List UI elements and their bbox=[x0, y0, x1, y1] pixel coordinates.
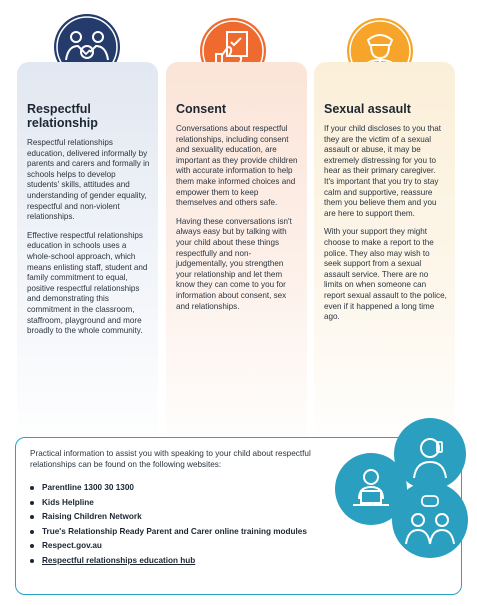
list-item: Raising Children Network bbox=[30, 510, 307, 525]
list-item: Respect.gov.au bbox=[30, 539, 307, 554]
respectful-relationship-column bbox=[17, 62, 158, 454]
column-title: Sexual assault bbox=[324, 102, 411, 116]
column-paragraph: Having these conversations isn't always easy but by talking with your child about these things respectfully and non-judgementally, you strengthen your relationship and let them know they can come to you for information about consent, sex and relationships. bbox=[176, 216, 292, 311]
column-title: Respectful relationship bbox=[27, 102, 98, 130]
list-item: Kids Helpline bbox=[30, 496, 307, 511]
column-title: Consent bbox=[176, 102, 226, 116]
respectful-relationships-hub-link[interactable]: Respectful relationships education hub bbox=[30, 554, 307, 569]
column-paragraph: If your child discloses to you that they are the victim of a sexual assault or abuse, it may be extremely distressing for you to hear as their primary caregiver. It's important that you try to stay calm and supportive, reassure them you believe them and you are here to support them. bbox=[324, 124, 441, 218]
people-talking-icon bbox=[392, 482, 468, 558]
column-paragraph: Respectful relationships education, delivered informally by parents and carers and formally in schools helps to develop students' skills, attitudes and understanding of gender equality, respectful and non-violent relationships. bbox=[27, 138, 150, 222]
info-intro: Practical information to assist you with speaking to your child about respectful relationships can be found on the following websites: bbox=[30, 449, 311, 469]
column-paragraph: Effective respectful relationships education in schools uses a whole-school approach, which means enlisting staff, student and family commitment to equal, positive respectful relationships and demonstrating this commitment in the classroom, staffroom, playground and more broadly to the whole community. bbox=[27, 230, 148, 336]
column-paragraph: Conversations about respectful relationships, including consent and sexuality education, are important as they provide children with accurate information to help them make informed choices and empower them to keep themselves and others safe. bbox=[176, 124, 298, 208]
list-item: Parentline 1300 30 1300 bbox=[30, 481, 307, 496]
consent-column bbox=[166, 62, 307, 454]
sexual-assault-column bbox=[314, 62, 455, 454]
column-paragraph: With your support they might choose to make a report to the police. They also may wish to seek support from a sexual assault service. There are no limits on when someone can report sexual assault to the police, even if it happened a long time ago. bbox=[324, 227, 447, 322]
website-list bbox=[30, 481, 307, 568]
list-item: True's Relationship Ready Parent and Carer online training modules bbox=[30, 525, 307, 540]
